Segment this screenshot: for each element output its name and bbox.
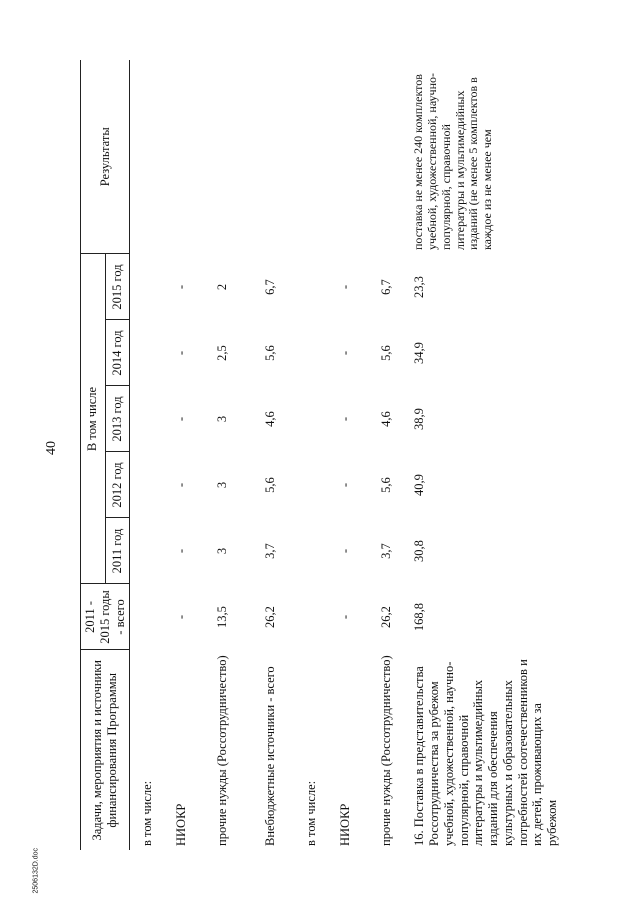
row-result [130, 60, 165, 254]
row-total: - [337, 614, 352, 620]
table-row [198, 60, 246, 850]
row-value [130, 518, 165, 584]
header-results: Результаты [81, 60, 130, 254]
row-value: 5,6 [262, 345, 277, 361]
row-label: в том числе: [139, 780, 154, 846]
row-total: 13,5 [214, 606, 229, 628]
row-value: 38,9 [412, 408, 427, 430]
row-value: - [173, 350, 188, 356]
row-result [294, 60, 328, 254]
row-label: прочие нужды (Россотрудничество) [214, 655, 229, 846]
row-value: - [337, 350, 352, 356]
row-value [130, 386, 165, 452]
row-value [130, 452, 165, 518]
page-number: 40 [44, 441, 59, 455]
row-value [294, 518, 328, 584]
row-value: 4,6 [378, 411, 393, 427]
header-year-2012: 2012 год [105, 452, 130, 518]
row-value: - [337, 284, 352, 290]
row-label: НИОКР [337, 803, 352, 846]
rotated-table-wrapper [80, 60, 640, 850]
table-row [246, 60, 294, 850]
table-row [130, 60, 165, 850]
row-result: поставка не менее 240 комплектов учебной, художественной, научно-популярной, справочной литературы и мультимедийных изданий (не менее 5 комплектов в каждое из не менее чем [411, 72, 495, 250]
row-value: 5,6 [378, 345, 393, 361]
row-value: - [173, 548, 188, 554]
header-year-2013: 2013 год [105, 386, 130, 452]
row-value: 40,9 [412, 474, 427, 496]
row-value: 6,7 [262, 279, 277, 295]
row-total: 26,2 [378, 606, 393, 628]
row-value: - [173, 482, 188, 488]
row-value: - [173, 284, 188, 290]
table-row [294, 60, 328, 850]
table-row [164, 60, 198, 850]
row-label: 16. Поставка в представительства Россотрудничества за рубежом учебной, художественной, научно-популярной, справочной литературы и мультимедийных изданий для обеспечения культурных и образовательных потребностей соотечественников и их детей, проживающих за рубежом [412, 659, 559, 846]
row-value [294, 452, 328, 518]
row-label: Внебюджетные источники - всего [262, 666, 277, 846]
row-value: - [337, 548, 352, 554]
row-value: 34,9 [412, 342, 427, 364]
row-value: 3 [214, 415, 229, 423]
row-value: 23,3 [412, 276, 427, 298]
table-row [362, 60, 410, 850]
row-value: 3,7 [262, 543, 277, 559]
row-value: 3,7 [378, 543, 393, 559]
row-result [164, 60, 198, 254]
row-result [246, 60, 294, 254]
row-value [130, 320, 165, 386]
row-value: 3 [214, 481, 229, 489]
row-total: 26,2 [262, 606, 277, 628]
row-value [130, 254, 165, 320]
footer-file-name: 2506132D.doc [32, 847, 40, 894]
row-value: 6,7 [378, 279, 393, 295]
row-result [198, 60, 246, 254]
row-value: - [337, 416, 352, 422]
row-value [294, 386, 328, 452]
row-value: 5,6 [378, 477, 393, 493]
program-financing-table [80, 60, 562, 850]
row-value [294, 320, 328, 386]
header-year-2014: 2014 год [105, 320, 130, 386]
row-value: 2,5 [214, 345, 229, 361]
row-value: 30,8 [412, 540, 427, 562]
row-result [362, 60, 410, 254]
header-year-2015: 2015 год [105, 254, 130, 320]
table-row [410, 60, 562, 850]
row-value: 2 [214, 283, 229, 291]
row-value [294, 254, 328, 320]
row-label: в том числе: [303, 780, 318, 846]
row-total: 168,8 [412, 602, 427, 632]
header-total: 2011 - 2015 годы - всего [81, 584, 130, 650]
row-value: - [337, 482, 352, 488]
row-value: 5,6 [262, 477, 277, 493]
header-year-2011: 2011 год [105, 518, 130, 584]
row-value: 3 [214, 547, 229, 555]
header-tasks: Задачи, мероприятия и источники финансирования Программы [81, 650, 130, 850]
row-label: НИОКР [173, 803, 188, 846]
row-total: - [173, 614, 188, 620]
row-result [328, 60, 362, 254]
row-value: 4,6 [262, 411, 277, 427]
header-including: В том числе [81, 254, 106, 584]
table-row [328, 60, 362, 850]
row-total [294, 584, 328, 650]
row-value: - [173, 416, 188, 422]
row-label: прочие нужды (Россотрудничество) [378, 655, 393, 846]
row-total [130, 584, 165, 650]
